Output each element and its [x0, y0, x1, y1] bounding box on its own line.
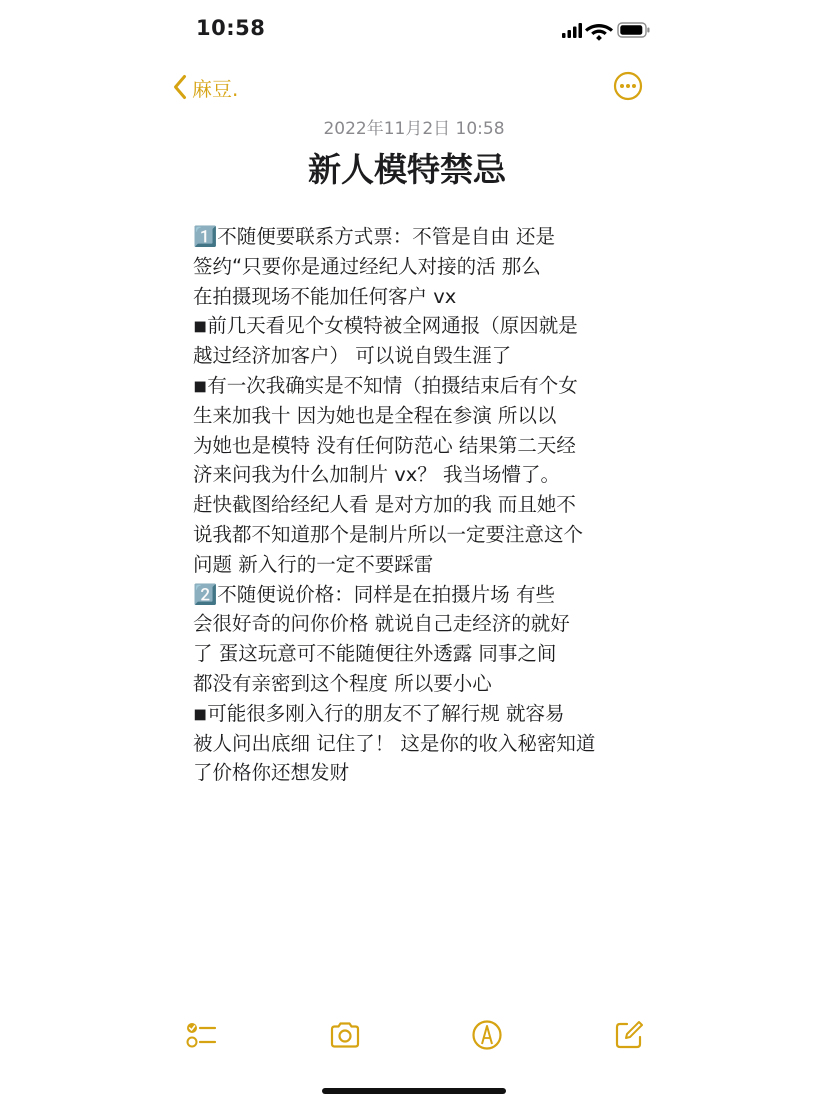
- note-line: 了 蛋这玩意可不能随便往外透露 同事之间: [193, 642, 557, 666]
- note-line: 越过经济加客户） 可以说自毁生涯了: [193, 344, 512, 368]
- checklist-icon: [184, 1018, 218, 1052]
- note-line: 1️⃣不随便要联系方式票：不管是自由 还是: [193, 225, 555, 248]
- back-button[interactable]: [172, 70, 238, 104]
- note-line: 在拍摄现场不能加任何客户 vx: [193, 284, 457, 308]
- nav-bar: [0, 60, 828, 114]
- markup-button[interactable]: [470, 1018, 504, 1052]
- compose-icon: [612, 1018, 646, 1052]
- status-bar: [0, 0, 828, 60]
- status-icons: [560, 18, 652, 42]
- camera-button[interactable]: [328, 1018, 362, 1052]
- note-date: 2022年11月2日 10:58: [323, 119, 505, 139]
- camera-icon: [328, 1018, 362, 1052]
- compose-button[interactable]: [612, 1018, 646, 1052]
- note-line: 2️⃣不随便说价格：同样是在拍摄片场 有些: [193, 582, 555, 606]
- battery-icon: [618, 23, 650, 37]
- note-title[interactable]: 新人模特禁忌: [308, 150, 506, 189]
- more-button[interactable]: [612, 70, 644, 102]
- wifi-icon: [585, 24, 613, 41]
- bottom-toolbar: [0, 1012, 828, 1062]
- cellular-signal-icon: [562, 23, 582, 38]
- note-line: 了价格你还想发财: [193, 761, 350, 785]
- status-time: 10:58: [196, 16, 266, 40]
- note-line: 生来加我十 因为她也是全程在参演 所以以: [193, 403, 557, 427]
- chevron-left-icon: [172, 74, 188, 100]
- note-line: ◾有一次我确实是不知情（拍摄结束后有个女: [193, 373, 578, 397]
- note-line: 会很好奇的问你价格 就说自己走经济的就好: [193, 612, 570, 636]
- note-line: 被人问出底细 记住了！ 这是你的收入秘密知道: [193, 731, 596, 755]
- pen-tip-circle-icon: [470, 1018, 504, 1052]
- note-line: ◾可能很多刚入行的朋友不了解行规 就容易: [193, 701, 565, 725]
- note-line: 签约“只要你是通过经纪人对接的活 那么: [193, 254, 541, 278]
- note-body[interactable]: [193, 222, 643, 788]
- back-label: 麻豆.: [192, 76, 239, 101]
- ellipsis-circle-icon: [612, 70, 644, 102]
- note-line: 济来问我为什么加制片 vx？ 我当场懵了。: [193, 463, 560, 487]
- home-indicator: [322, 1088, 506, 1094]
- note-line: 问题 新入行的一定不要踩雷: [193, 552, 434, 576]
- note-line: ◾前几天看见个女模特被全网通报（原因就是: [193, 314, 578, 338]
- checklist-button[interactable]: [184, 1018, 218, 1052]
- note-line: 为她也是模特 没有任何防范心 结果第二天经: [193, 433, 576, 457]
- note-line: 赶快截图给经纪人看 是对方加的我 而且她不: [193, 493, 576, 517]
- note-line: 都没有亲密到这个程度 所以要小心: [193, 671, 492, 695]
- note-line: 说我都不知道那个是制片所以一定要注意这个: [193, 522, 584, 546]
